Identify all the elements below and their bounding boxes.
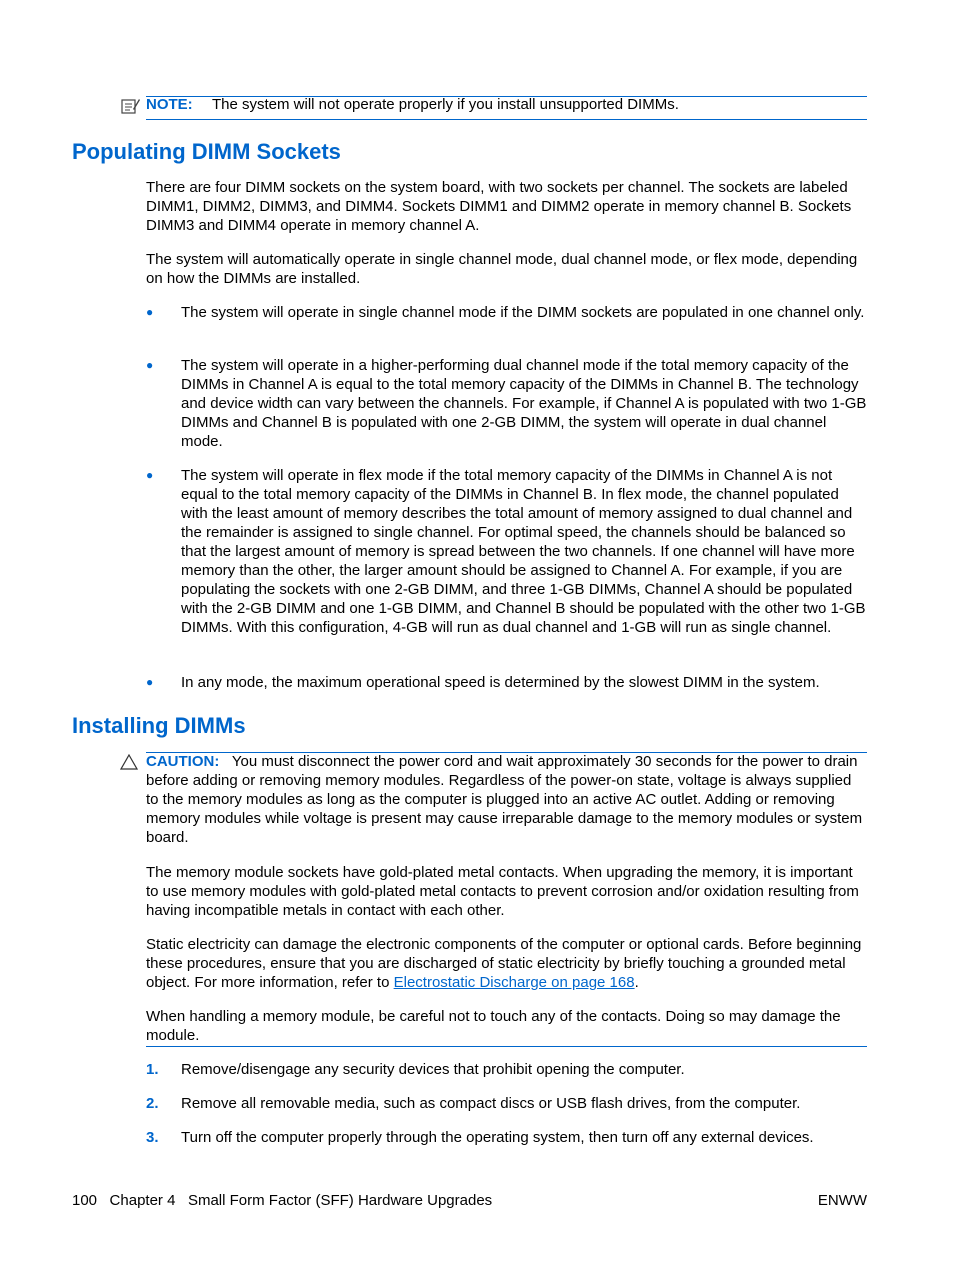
list-item-text: The system will operate in single channel mode if the DIMM sockets are populated in one channel only. — [181, 304, 865, 321]
footer-right-label: ENWW — [817, 1192, 867, 1209]
note-bottom-rule — [146, 119, 867, 120]
electrostatic-discharge-link[interactable]: Electrostatic Discharge on page 168 — [393, 974, 635, 991]
section-heading-installing: Installing DIMMs — [72, 713, 246, 738]
step-text: Remove/disengage any security devices that prohibit opening the computer. — [181, 1061, 685, 1078]
list-item-text: In any mode, the maximum operational speed is determined by the slowest DIMM in the system. — [181, 674, 820, 691]
bullet-icon: ● — [146, 675, 154, 689]
footer-chapter-title: Small Form Factor (SFF) Hardware Upgrades — [187, 1192, 493, 1209]
bullet-icon: ● — [146, 305, 154, 319]
bullet-icon: ● — [146, 358, 154, 372]
caution-icon — [120, 754, 138, 770]
step-text: Turn off the computer properly through the operating system, then turn off any external devices. — [181, 1129, 814, 1146]
note-icon — [120, 97, 140, 115]
paragraph: There are four DIMM sockets on the system board, with two sockets per channel. The sockets are labeled DIMM1, DIMM2, DIMM3, and DIMM4. Sockets DIMM1 and DIMM2 operate in memory channel B. Sockets DIMM3 and DIMM4 operate in memory channel A. — [146, 179, 852, 234]
list-item-text: The system will operate in a higher-performing dual channel mode if the total memory capacity of the DIMMs in Channel A is equal to the total memory capacity of the DIMMs in Channel B. The technology and device width can vary between the channels. For example, if Channel A is populated with two 1-GB DIMMs and Channel B is populated with one 2-GB DIMM, the system will operate in dual channel mode. — [181, 357, 867, 450]
paragraph — [146, 935, 867, 992]
caution-label: CAUTION: — [146, 753, 220, 770]
paragraph: The memory module sockets have gold-plated metal contacts. When upgrading the memory, it is important to use memory modules with gold-plated metal contacts to prevent corrosion and/or oxidation resulting from having incompatible metals in contact with each other. — [146, 864, 859, 919]
section-heading-populating: Populating DIMM Sockets — [72, 139, 341, 164]
page-footer-left — [72, 1192, 492, 1209]
bullet-icon: ● — [146, 468, 154, 482]
paragraph-text: Static electricity can damage the electronic components of the computer or optional cards. Before beginning these procedures, ensure that you are discharged of static electricity by briefly touching a grounded metal object. For more information, refer to — [146, 936, 862, 991]
footer-chapter: Chapter 4 — [109, 1192, 176, 1209]
note-text: The system will not operate properly if you install unsupported DIMMs. — [212, 96, 679, 113]
caution-text: You must disconnect the power cord and wait approximately 30 seconds for the power to drain before adding or removing memory modules. Regardless of the power-on state, voltage is always supplied to the memory modules as long as the computer is plugged into an active AC outlet. Adding or removing memory modules while voltage is present may cause irreparable damage to the memory modules or system board. — [146, 753, 863, 846]
step-number: 3. — [146, 1129, 159, 1146]
section-rule — [146, 1046, 867, 1047]
note-label: NOTE: — [146, 96, 193, 113]
note-box — [120, 95, 867, 117]
step-number: 2. — [146, 1095, 159, 1112]
step-number: 1. — [146, 1061, 159, 1078]
paragraph: When handling a memory module, be careful not to touch any of the contacts. Doing so may damage the module. — [146, 1008, 841, 1044]
paragraph: The system will automatically operate in single channel mode, dual channel mode, or flex mode, depending on how the DIMMs are installed. — [146, 251, 858, 287]
step-text: Remove all removable media, such as compact discs or USB flash drives, from the computer. — [181, 1095, 801, 1112]
page-number: 100 — [72, 1192, 98, 1209]
paragraph-text: . — [634, 974, 639, 991]
list-item-text: The system will operate in flex mode if the total memory capacity of the DIMMs in Channel A is not equal to the total memory capacity of the DIMMs in Channel B. In flex mode, the channel populated with the least amount of memory describes the total amount of memory assigned to dual channel and the remainder is assigned to single channel. For optimal speed, the channels should be balanced so that the largest amount of memory is spread between the two channels. If one channel will have more memory than the other, the larger amount should be assigned to Channel A. For example, if you are populating the sockets with one 2-GB DIMM, and three 1-GB DIMMs, Channel A should be populated with the 2-GB DIMM and one 1-GB DIMM, and Channel B should be populated with the other two 1-GB DIMMs. With this configuration, 4-GB will run as dual channel and 1-GB will run as single channel. — [181, 467, 866, 636]
caution-box — [146, 752, 867, 847]
